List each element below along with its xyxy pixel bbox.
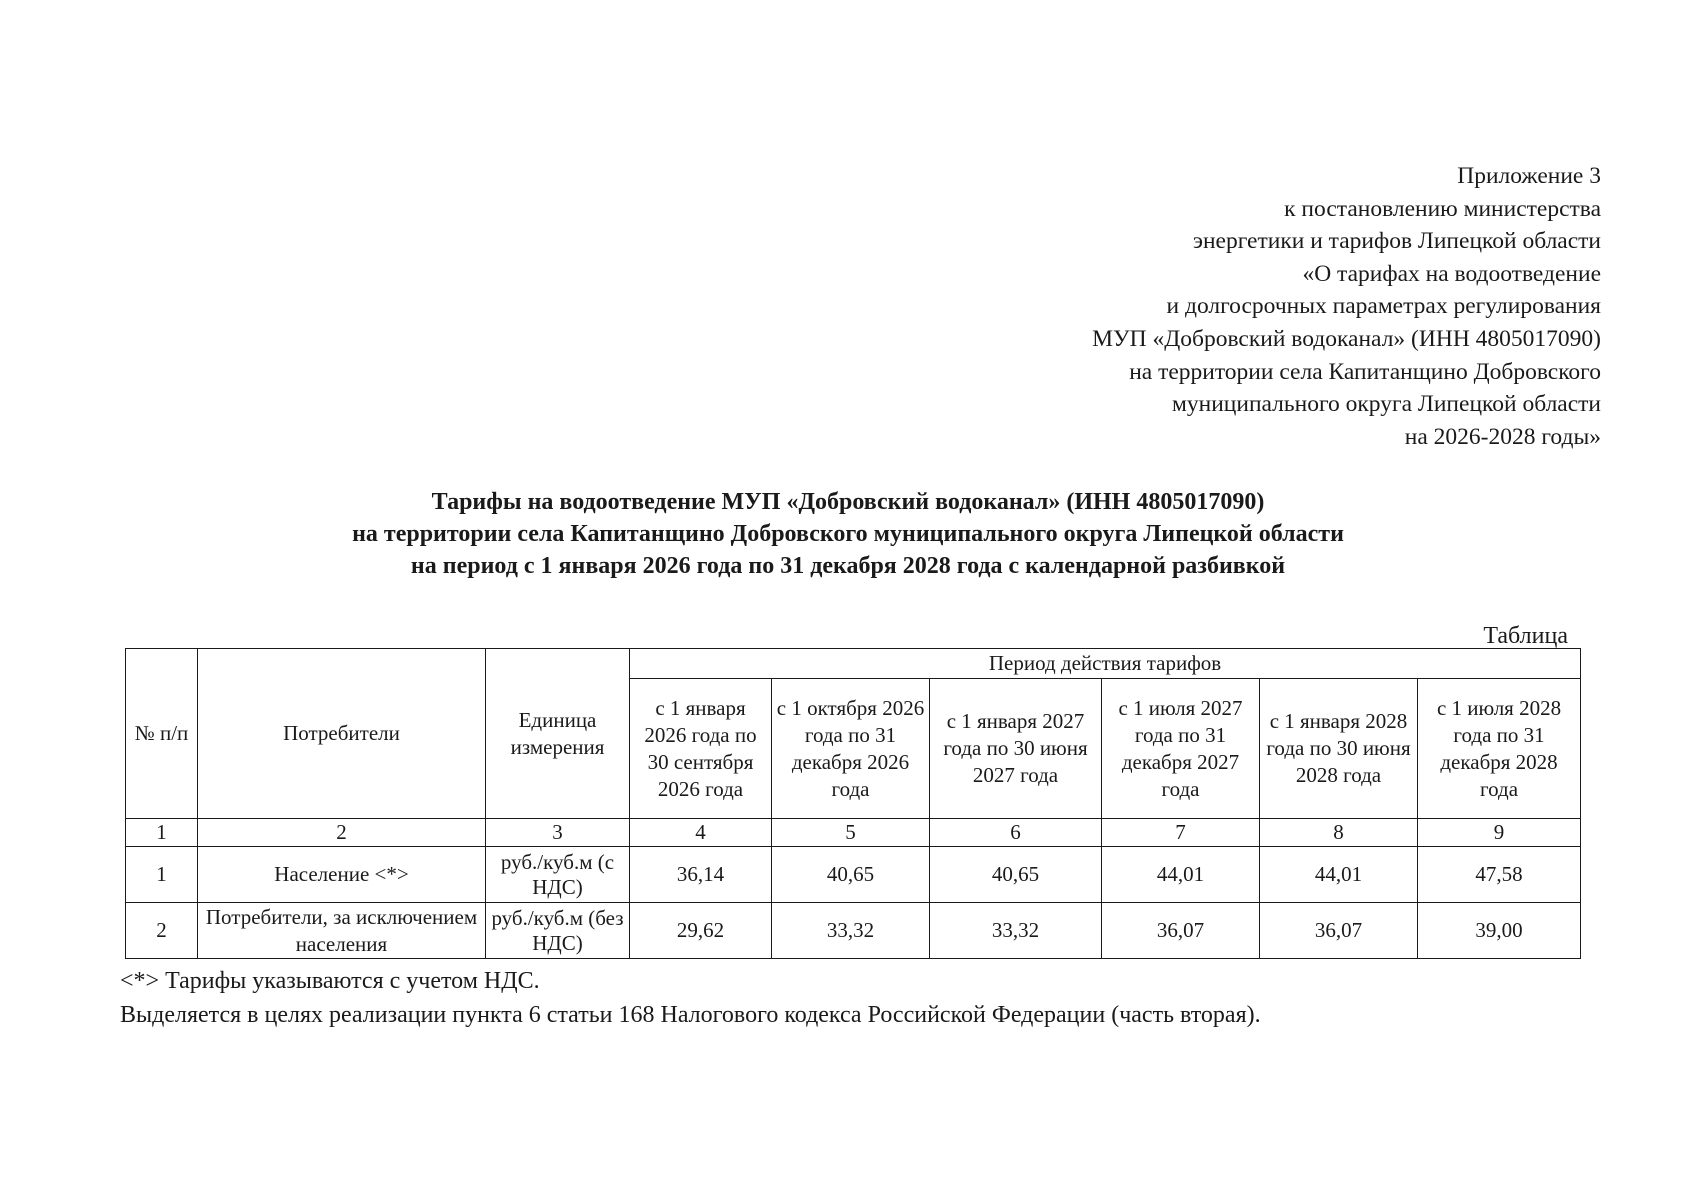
header-period: с 1 октября 2026 года по 31 декабря 2026 года xyxy=(772,679,930,819)
tariffs-table xyxy=(125,648,1581,959)
appendix-line: МУП «Добровский водоканал» (ИНН 4805017090) xyxy=(1092,325,1601,352)
title-line: на период с 1 января 2026 года по 31 декабря 2028 года с календарной разбивкой xyxy=(410,553,1286,579)
tariff-value: 40,65 xyxy=(930,847,1102,903)
header-period: с 1 июля 2028 года по 31 декабря 2028 года xyxy=(1418,679,1581,819)
appendix-line: муниципального округа Липецкой области xyxy=(1172,391,1601,418)
header-period-group: Период действия тарифов xyxy=(630,649,1581,679)
column-number: 8 xyxy=(1260,819,1418,847)
column-number: 3 xyxy=(486,819,630,847)
appendix-line: на 2026-2028 годы» xyxy=(1404,423,1601,450)
column-number: 4 xyxy=(630,819,772,847)
title-line: на территории села Капитанщино Добровского муниципального округа Липецкой области xyxy=(352,521,1344,547)
column-number: 2 xyxy=(198,819,486,847)
footnote: Выделяется в целях реализации пункта 6 статьи 168 Налогового кодекса Российской Федерации (часть вторая). xyxy=(120,1002,1261,1028)
header-consumers: Потребители xyxy=(198,649,486,819)
tariff-value: 36,07 xyxy=(1102,903,1260,959)
tariff-value: 33,32 xyxy=(772,903,930,959)
appendix-line: и долгосрочных параметрах регулирования xyxy=(1166,293,1601,320)
header-period: с 1 января 2027 года по 30 июня 2027 года xyxy=(930,679,1102,819)
footnote: <*> Тарифы указываются с учетом НДС. xyxy=(120,968,540,994)
header-period: с 1 января 2028 года по 30 июня 2028 года xyxy=(1260,679,1418,819)
tariff-value: 33,32 xyxy=(930,903,1102,959)
column-number: 6 xyxy=(930,819,1102,847)
document-title xyxy=(0,486,1696,582)
row-num: 1 xyxy=(126,847,198,903)
tariff-value: 36,07 xyxy=(1260,903,1418,959)
tariff-value: 47,58 xyxy=(1418,847,1581,903)
row-unit: руб./куб.м (без НДС) xyxy=(486,903,630,959)
tariff-value: 44,01 xyxy=(1260,847,1418,903)
appendix-line: «О тарифах на водоотведение xyxy=(1302,260,1601,287)
header-period: с 1 июля 2027 года по 31 декабря 2027 года xyxy=(1102,679,1260,819)
title-line: Тарифы на водоотведение МУП «Добровский водоканал» (ИНН 4805017090) xyxy=(431,489,1265,515)
header-num: № п/п xyxy=(126,649,198,819)
appendix-header xyxy=(841,160,1601,453)
column-number: 5 xyxy=(772,819,930,847)
table-caption: Таблица xyxy=(1483,623,1568,649)
column-number: 1 xyxy=(126,819,198,847)
column-number: 9 xyxy=(1418,819,1581,847)
header-unit: Единица измерения xyxy=(486,649,630,819)
tariff-value: 40,65 xyxy=(772,847,930,903)
table-row xyxy=(126,847,1581,903)
row-num: 2 xyxy=(126,903,198,959)
footnotes xyxy=(120,964,1261,1032)
row-consumer: Население <*> xyxy=(198,847,486,903)
table-row xyxy=(126,903,1581,959)
tariff-value: 36,14 xyxy=(630,847,772,903)
appendix-line: энергетики и тарифов Липецкой области xyxy=(1192,228,1601,255)
row-consumer: Потребители, за исключением населения xyxy=(198,903,486,959)
appendix-line: к постановлению министерства xyxy=(1284,195,1601,222)
appendix-line: Приложение 3 xyxy=(1457,163,1601,189)
column-number: 7 xyxy=(1102,819,1260,847)
appendix-line: на территории села Капитанщино Добровского xyxy=(1129,358,1601,385)
header-period: с 1 января 2026 года по 30 сентября 2026 года xyxy=(630,679,772,819)
tariff-value: 44,01 xyxy=(1102,847,1260,903)
tariff-value: 39,00 xyxy=(1418,903,1581,959)
row-unit: руб./куб.м (с НДС) xyxy=(486,847,630,903)
column-numbers-row xyxy=(126,819,1581,847)
tariff-value: 29,62 xyxy=(630,903,772,959)
